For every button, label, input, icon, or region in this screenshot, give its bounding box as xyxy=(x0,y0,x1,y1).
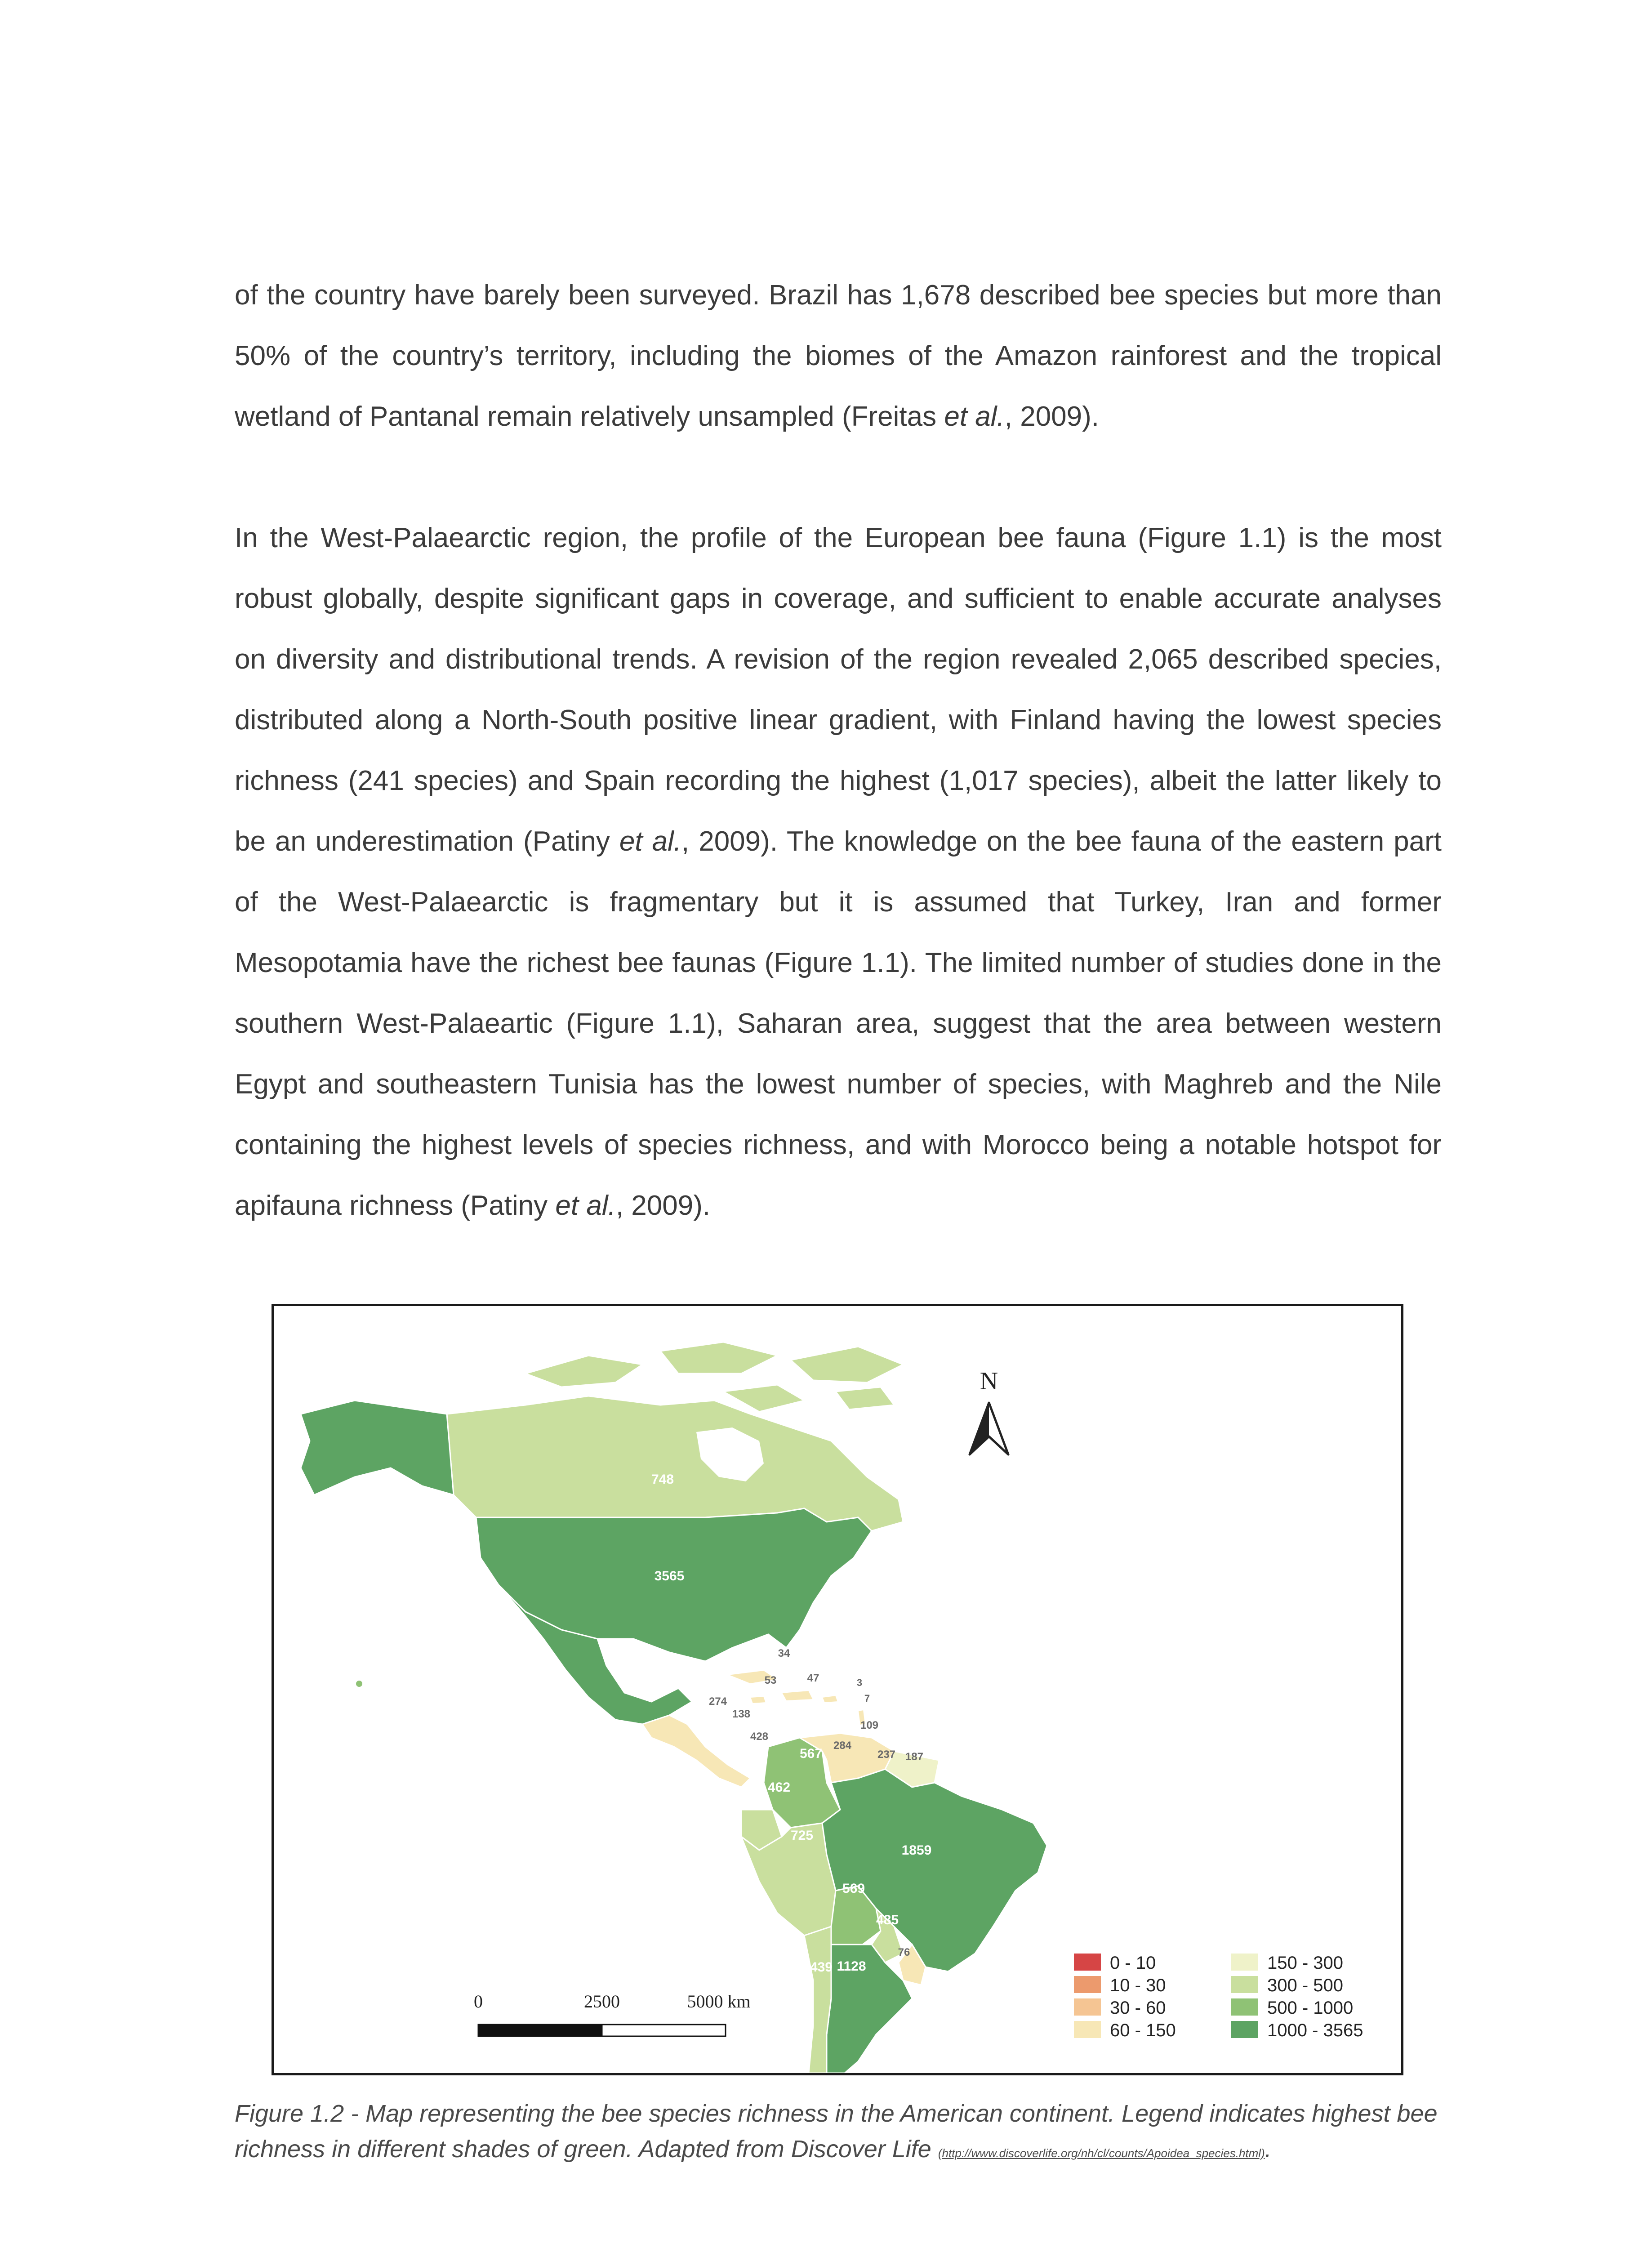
central-america-region xyxy=(642,1715,750,1787)
brazil-value: 1859 xyxy=(901,1843,932,1858)
caption-link[interactable]: (http://www.discoverlife.org/nh/cl/counts/Apoidea_species.html) xyxy=(938,2146,1265,2160)
paragraph-2-text-b: , 2009). The knowledge on the bee fauna of the eastern part of the West-Palaearctic is fragmentary but it is assumed that Turkey, Iran and former Mesopotamia have the richest bee faunas (Figure 1.1). The limited number of studies done in the southern West-Palaeartic (Figure 1.1), Saharan area, suggest that the area between western Egypt and southeastern Tunisia has the lowest number of species, with Maghreb and the Nile containing the highest levels of species richness, and with Morocco being a notable hotspot for apifauna richness (Patiny xyxy=(235,826,1442,1221)
legend-label-2: 30 - 60 xyxy=(1110,1998,1166,2018)
legend-swatch-0 xyxy=(1074,1954,1101,1971)
guatemala-value: 274 xyxy=(708,1695,727,1708)
mexico-value: 1850 xyxy=(636,1650,667,1664)
map-legend xyxy=(1074,1953,1363,2040)
colombia-value: 567 xyxy=(799,1746,823,1761)
scale-tick-1: 2500 xyxy=(584,1991,620,2012)
usa-value: 3565 xyxy=(654,1569,685,1583)
north-arrow-icon xyxy=(970,1367,1008,1454)
canada-region xyxy=(447,1396,903,1531)
hawaii-islands xyxy=(356,1681,362,1687)
legend-swatch-1 xyxy=(1074,1976,1101,1993)
trinidad-value: 109 xyxy=(860,1719,879,1731)
paragraph-1-italic: et al. xyxy=(944,401,1005,432)
scale-tick-0: 0 xyxy=(474,1991,483,2012)
bolivia-value: 569 xyxy=(842,1881,865,1896)
panama-value: 428 xyxy=(750,1731,769,1743)
usa-region xyxy=(476,1508,872,1661)
jamaica-value: 53 xyxy=(764,1674,777,1686)
paraguay-value: 485 xyxy=(876,1913,899,1927)
paragraph-2-text-a: In the West-Palaearctic region, the profile of the European bee fauna (Figure 1.1) is the most robust globally, despite significant gaps in coverage, and sufficient to enable accurate analyses on diversity and distributional trends. A revision of the region revealed 2,065 described species, distributed along a North-South positive linear gradient, with Finland having the lowest species richness (241 species) and Spain recording the highest (1,017 species), albeit the latter likely to be an underestimation (Patiny xyxy=(235,522,1442,857)
caption-text: Figure 1.2 - Map representing the bee species richness in the American continent. Legend indicates highest bee richness in different shades of green. Adapted from Discover Life xyxy=(235,2100,1438,2163)
paragraph-2-italic-a: et al. xyxy=(619,826,682,857)
legend-label-1: 10 - 30 xyxy=(1110,1976,1166,1995)
paragraph-2-italic-b: et al. xyxy=(555,1190,616,1221)
legend-swatch-4 xyxy=(1231,1954,1258,1971)
paragraph-1 xyxy=(235,265,1442,447)
americas-map xyxy=(274,1306,1401,2073)
map-figure xyxy=(272,1304,1403,2075)
legend-label-5: 300 - 500 xyxy=(1267,1976,1344,1995)
nicaragua-value: 138 xyxy=(732,1708,751,1720)
legend-swatch-6 xyxy=(1231,1998,1258,2016)
alaska-region xyxy=(301,1401,454,1495)
argentina-value: 1128 xyxy=(837,1959,866,1974)
scale-bar xyxy=(474,1991,751,2036)
paragraph-2-text-c: , 2009). xyxy=(615,1190,711,1221)
legend-label-4: 150 - 300 xyxy=(1267,1953,1344,1973)
caption-end: . xyxy=(1265,2136,1272,2163)
legend-swatch-5 xyxy=(1231,1976,1258,1993)
legend-label-3: 60 - 150 xyxy=(1110,2021,1176,2040)
paragraph-1-text: of the country have barely been surveyed. Brazil has 1,678 described bee species but more than 50% of the country’s territory, including the biomes of the Amazon rainforest and the tropical wetland of Pantanal remain relatively unsampled (Freitas xyxy=(235,280,1442,432)
paragraph-2 xyxy=(235,508,1442,1236)
lesser-antilles-value-b: 7 xyxy=(864,1693,870,1704)
hispaniola-value: 47 xyxy=(807,1672,819,1684)
chile-value: 439 xyxy=(810,1960,833,1975)
venezuela-value: 284 xyxy=(833,1740,852,1752)
legend-swatch-2 xyxy=(1074,1998,1101,2016)
cuba-value: 34 xyxy=(778,1647,790,1659)
scale-tick-2: 5000 km xyxy=(687,1991,751,2012)
guyana-value: 237 xyxy=(877,1748,896,1761)
canada-value: 748 xyxy=(651,1472,674,1487)
legend-label-0: 0 - 10 xyxy=(1110,1953,1156,1973)
chile-region xyxy=(804,1927,831,2073)
lesser-antilles-value-a: 3 xyxy=(856,1677,863,1688)
legend-swatch-7 xyxy=(1231,2021,1258,2038)
uruguay-value: 76 xyxy=(898,1946,910,1958)
paragraph-1-end: , 2009). xyxy=(1004,401,1100,432)
legend-label-7: 1000 - 3565 xyxy=(1267,2021,1363,2040)
north-label: N xyxy=(980,1367,998,1395)
peru-value: 725 xyxy=(790,1828,814,1843)
figure-caption xyxy=(235,2096,1442,2171)
suriname-value: 187 xyxy=(905,1751,924,1763)
legend-swatch-3 xyxy=(1074,2021,1101,2038)
legend-label-6: 500 - 1000 xyxy=(1267,1998,1354,2018)
ecuador-value: 462 xyxy=(767,1780,791,1795)
